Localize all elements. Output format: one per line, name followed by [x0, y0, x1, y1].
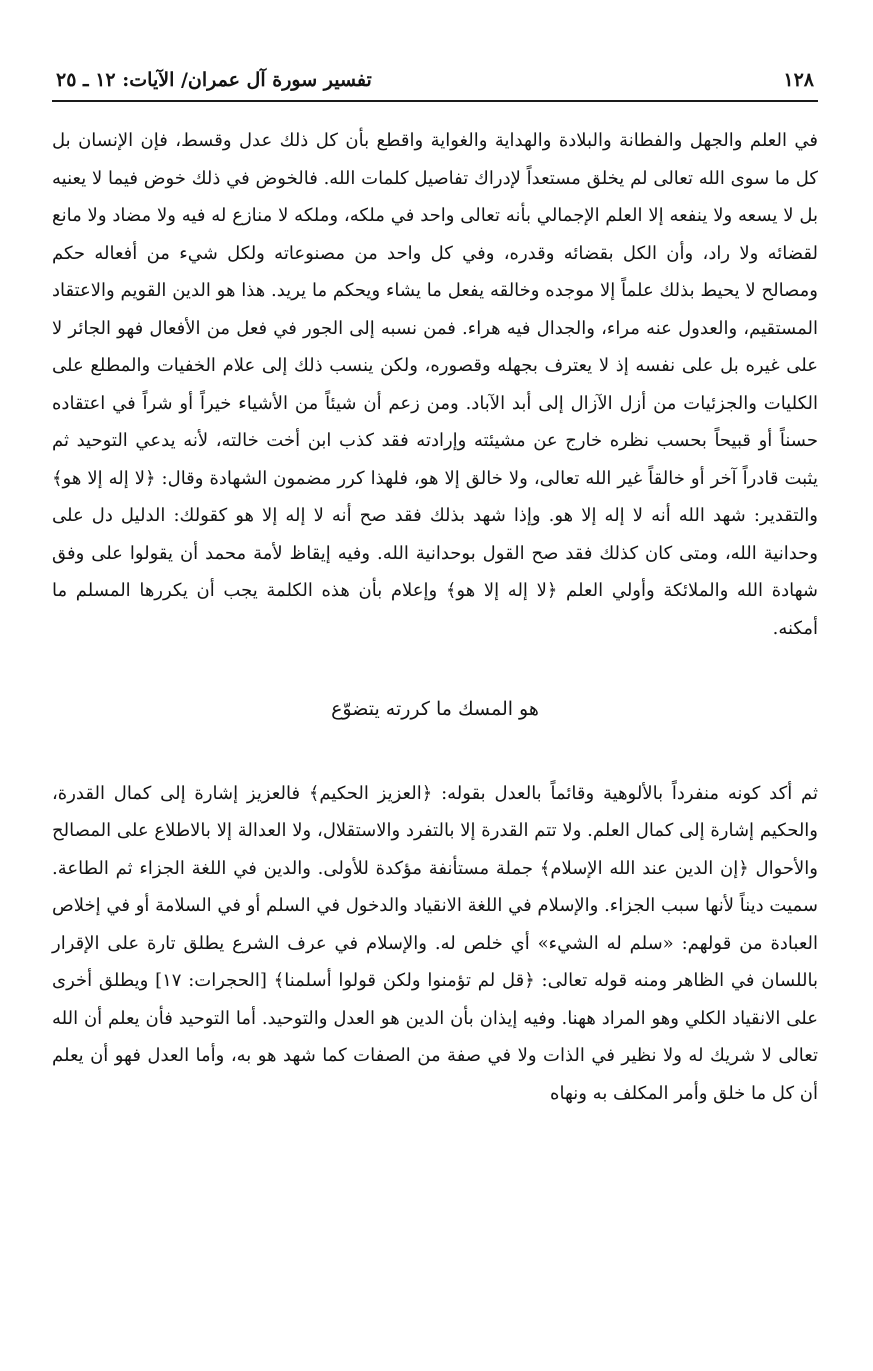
page-number: ١٢٨ — [783, 69, 814, 91]
paragraph: ثم أكد كونه منفرداً بالألوهية وقائماً بالعدل بقوله: ﴿العزيز الحكيم﴾ فالعزيز إشارة إلى كمال القدرة، والحكيم إشارة إلى كمال العلم. ولا تتم القدرة إلا بالتفرد والاستقلال، ولا العدالة إلا بالاطلاع على المصالح والأحوال ﴿إن الدين عند الله الإسلام﴾ جملة مستأنفة مؤكدة للأولى. والدين في اللغة الجزاء ثم الطاعة. سميت ديناً لأنها سبب الجزاء. والإسلام في اللغة الانقياد والدخول في السلم أو في السلامة أو في إخلاص العبادة من قولهم: «سلم له الشيء» أي خلص له. والإسلام في عرف الشرع يطلق تارة على الإقرار باللسان في الظاهر ومنه قوله تعالى: ﴿قل لم تؤمنوا ولكن قولوا أسلمنا﴾ [الحجرات: ١٧] ويطلق أخرى على الانقياد الكلي وهو المراد ههنا. وفيه إيذان بأن الدين هو العدل والتوحيد. أما التوحيد فأن يعلم أن الله تعالى لا شريك له ولا نظير في الذات ولا في صفة من الصفات كما شهد هو به، وأما العدل فهو أن يعلم أن كل ما خلق وأمر المكلف به ونهاه — [52, 782, 818, 1104]
header-divider — [52, 100, 818, 102]
running-header — [52, 60, 818, 100]
running-title: تفسير سورة آل عمران/ الآيات: ١٢ ـ ٢٥ — [56, 69, 372, 91]
book-page — [52, 60, 818, 1112]
paragraph: في العلم والجهل والفطانة والبلادة والهداية والغواية واقطع بأن كل ذلك عدل وقسط، فإن الإنسان بل كل ما سوى الله تعالى لم يخلق مستعداً لإدراك تفاصيل كلمات الله. فالخوض في ذلك خوض فيما لا يعنيه بل لا يسعه ولا ينفعه إلا العلم الإجمالي بأنه تعالى واحد في ملكه، وملكه لا منازع له فيه ولا مضاد ولا مانع لقضائه ولا راد، وأن الكل بقضائه وقدره، وفي كل واحد من مصنوعاته ولكل شيء من أفعاله حكم ومصالح لا يحيط بذلك علماً إلا موجده وخالقه يفعل ما يشاء ويحكم ما يريد. هذا هو الدين القويم والاعتقاد المستقيم، والعدول عنه مراء، والجدال فيه هراء. فمن نسبه إلى الجور في فعل من الأفعال فهو الجائر لا على غيره بل على نفسه إذ لا يعترف بجهله وقصوره، ولكن ينسب ذلك إلى علام الخفيات والمطلع على الكليات والجزئيات من أزل الآزال إلى أبد الآباد. ومن زعم أن شيئاً من الأشياء خيراً أو شراً في اعتقاده حسناً أو قبيحاً بحسب نظره خارج عن مشيئته وإرادته فقد كذب ابن أخت خالته، لأنه يدعي التوحيد ثم يثبت قادراً آخر أو خالقاً غير الله تعالى، ولا خالق إلا هو، فلهذا كرر مضمون الشهادة وقال: ﴿لا إله إلا هو﴾ والتقدير: شهد الله أنه لا إله إلا هو. وإذا شهد بذلك فقد صح أنه لا إله إلا هو كقولك: الدليل دل على وحدانية الله، ومتى كان كذلك فقد صح القول بوحدانية الله. وفيه إيقاظ لأمة محمد أن يقولوا على وفق شهادة الله والملائكة وأولي العلم ﴿لا إله إلا هو﴾ وإعلام بأن هذه الكلمة يجب أن يكررها المسلم ما أمكنه. — [52, 130, 818, 639]
verse-line: هو المسك ما كررته يتضوّع — [331, 698, 539, 720]
page-body — [52, 122, 818, 1112]
